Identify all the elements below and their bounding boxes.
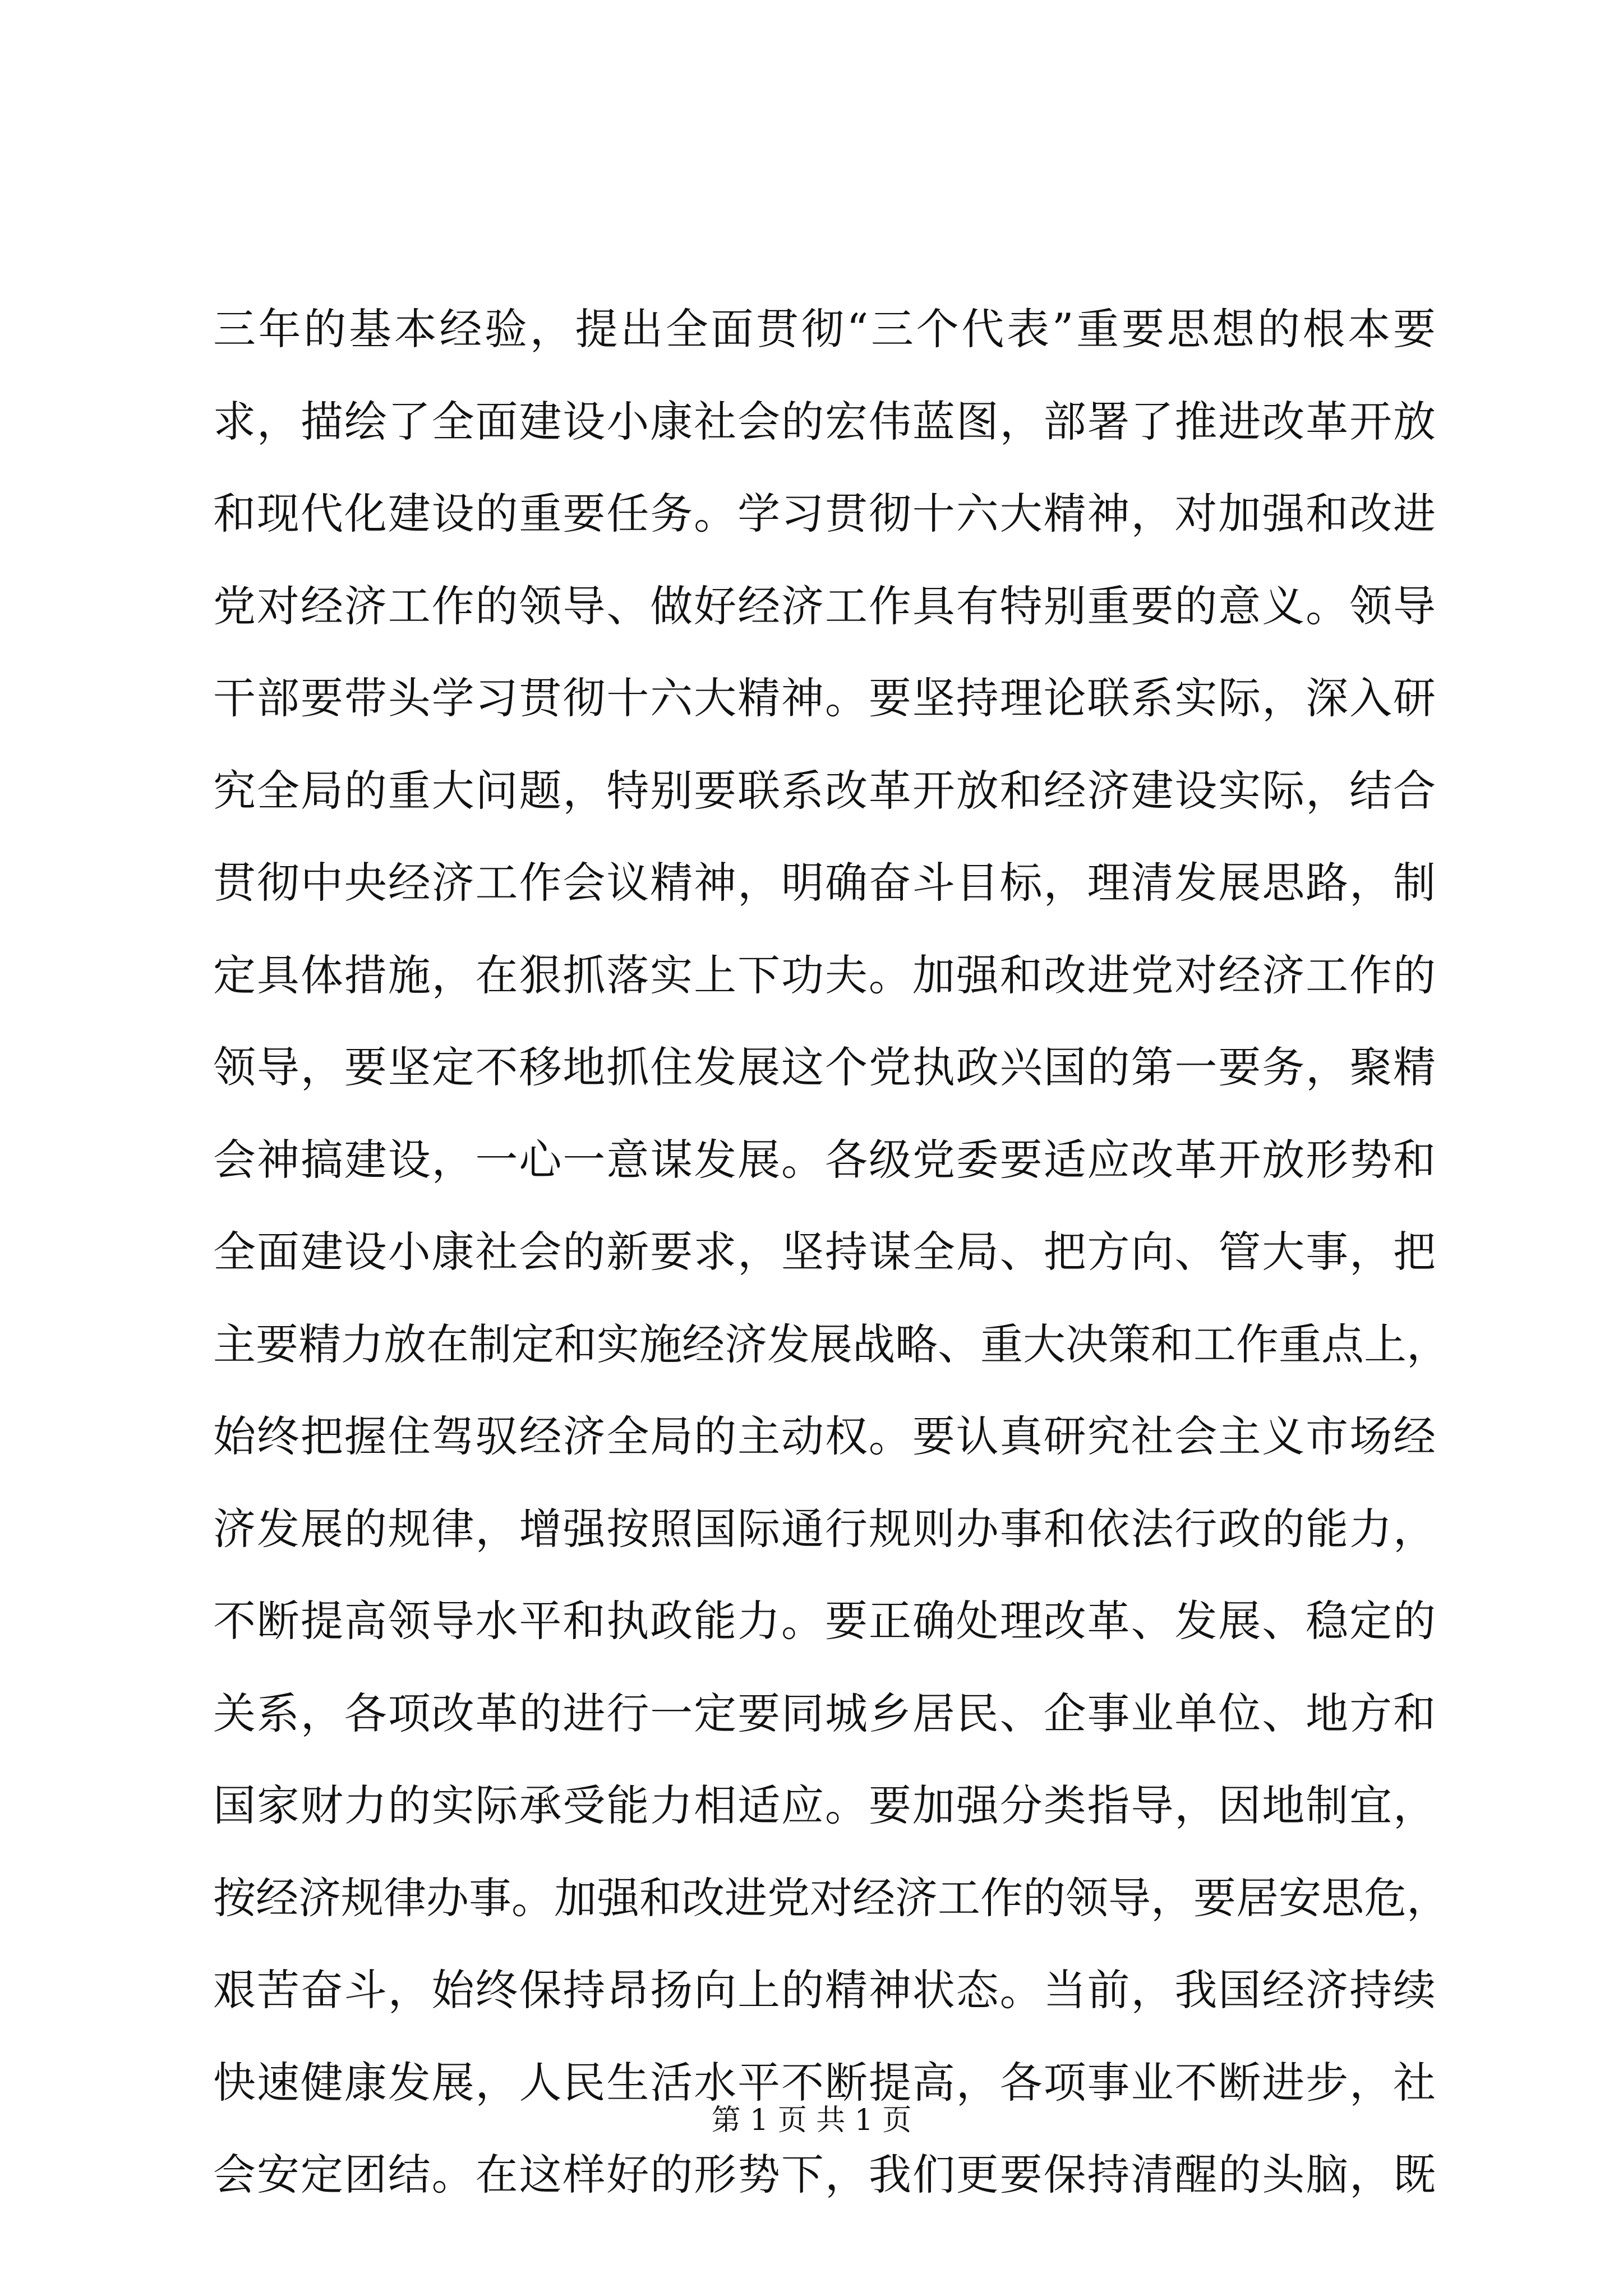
text-line: 三年的基本经验，提出全面贯彻“三个代表”重要思想的根本要 <box>213 304 1436 354</box>
text-line: 济发展的规律，增强按照国际通行规则办事和依法行政的能力， <box>213 1503 1436 1554</box>
text-line: 和现代化建设的重要任务。学习贯彻十六大精神，对加强和改进 <box>213 489 1436 539</box>
text-line: 快速健康发展，人民生活水平不断提高，各项事业不断进步，社 <box>213 2057 1436 2108</box>
text-line: 关系，各项改革的进行一定要同城乡居民、企事业单位、地方和 <box>213 1688 1436 1738</box>
text-line: 究全局的重大问题，特别要联系改革开放和经济建设实际，结合 <box>213 765 1436 816</box>
text-line: 会神搞建设，一心一意谋发展。各级党委要适应改革开放形势和 <box>213 1134 1436 1185</box>
text-line: 全面建设小康社会的新要求，坚持谋全局、把方向、管大事，把 <box>213 1227 1436 1277</box>
text-line: 艰苦奋斗，始终保持昂扬向上的精神状态。当前，我国经济持续 <box>213 1965 1436 2015</box>
text-line: 领导，要坚定不移地抓住发展这个党执政兴国的第一要务，聚精 <box>213 1042 1436 1092</box>
text-line: 定具体措施，在狠抓落实上下功夫。加强和改进党对经济工作的 <box>213 950 1436 1000</box>
text-line: 按经济规律办事。加强和改进党对经济工作的领导，要居安思危， <box>213 1872 1449 1923</box>
text-line: 会安定团结。在这样好的形势下，我们更要保持清醒的头脑，既 <box>213 2150 1436 2200</box>
text-line: 不断提高领导水平和执政能力。要正确处理改革、发展、稳定的 <box>213 1596 1436 1646</box>
text-line: 国家财力的实际承受能力相适应。要加强分类指导，因地制宜， <box>213 1780 1436 1830</box>
page-footer: 第 1 页 共 1 页 <box>711 2104 912 2137</box>
body-text <box>213 283 1449 2221</box>
text-line: 干部要带头学习贯彻十六大精神。要坚持理论联系实际，深入研 <box>213 673 1436 723</box>
text-line: 贯彻中央经济工作会议精神，明确奋斗目标，理清发展思路，制 <box>213 858 1436 908</box>
text-line: 求，描绘了全面建设小康社会的宏伟蓝图，部署了推进改革开放 <box>213 396 1436 447</box>
text-line: 主要精力放在制定和实施经济发展战略、重大决策和工作重点上， <box>213 1319 1449 1369</box>
text-line: 党对经济工作的领导、做好经济工作具有特别重要的意义。领导 <box>213 581 1436 631</box>
text-line: 始终把握住驾驭经济全局的主动权。要认真研究社会主义市场经 <box>213 1411 1436 1461</box>
